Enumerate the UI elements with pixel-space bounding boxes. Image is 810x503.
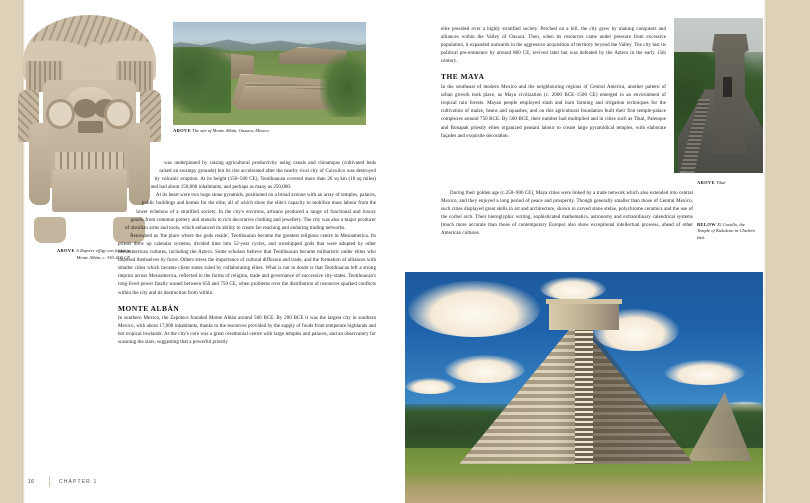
page-number: 16 <box>27 478 35 485</box>
urn-knob-a <box>72 49 85 62</box>
urn-skirt <box>52 169 127 212</box>
paragraph: At its heart were two huge stone pyramids, positioned on a broad avenue with an array of temples, palaces, public buildings and homes for the elite, all of which show the elite's capacity to mobilize mass labour from the lower echelons of a stratified society. In the city's environs, artisans produced a range of functional and luxury goods, from common pottery and utensils to rich decorative clothing and jewellery. The city was also a major producer of obsidian arms and tools, which enhanced its ability to create far-reaching and enduring trading networks. <box>125 193 376 231</box>
chichen-foreground-dirt <box>405 475 767 503</box>
urn-arm-left <box>29 123 51 205</box>
cloud <box>408 281 540 336</box>
urn-glyph-band <box>55 152 125 169</box>
el-castillo-summit-temple <box>549 302 619 330</box>
cloud <box>445 355 526 383</box>
el-castillo-staircase <box>575 321 593 464</box>
page-footer <box>22 476 97 487</box>
monte-alban-site-image <box>173 22 366 125</box>
paragraph: In southern Mexico, the Zapotecs founded Monte Albán around 500 BCE. By 200 BCE it was the largest city in southern Mexico, with about 17,000 inhabitants, thanks to the resources provided by the supply of foods from temperate highlands and hot tropical lowlands. At the city's core was a great ceremonial centre with large temples and palaces, and an observatory for scanning the stars, suggesting that a powerful priestly <box>118 316 376 346</box>
caption-label: ABOVE <box>697 180 716 185</box>
urn-foot-left <box>34 217 66 243</box>
chapter-label: CHAPTER 1 <box>59 478 98 485</box>
right-page <box>405 0 810 503</box>
caption-text: Tikal <box>716 180 726 185</box>
caption-label: ABOVE <box>173 128 192 133</box>
tikal-temple-image <box>674 18 765 173</box>
paragraph: During their golden age (c.250–900 CE), Maya cities were linked by a trade network which also extended into central Mexico, and they enjoyed a long period of peace and prosperity. Though generally smaller than those of Central Mexico, such cities displayed great skills in art and architecture, shown in carved stone stelae, polychrome ceramics and the use of the corbel arch. Their hieroglyphic writing, sophisticated mathematics, astronomy and extraordinary calendrical systems (much more accurate than those of contemporary Europe) also show exceptional intellectual prowess, ahead of other American cultures. <box>441 191 693 237</box>
paragraph: In the southeast of modern Mexico and the neighbouring regions of Central America, another pattern of urban growth took place, as Maya civilization (c. 2000 BCE–1500 CE) emerged in an environment of tropical rain forests. Mayan people employed slash and burn farming and irrigation techniques for the cultivation of maize, beans and squashes, and on this agricultural foundation built their first temple-palace complexes around 750 BCE. By 500 BCE, their number had multiplied and in cities such as Tikal, Palenque and Bonapak priestly elites organized peasant labour to create large pyramidical temples, with elaborate façades and exquisite decoration. <box>441 85 666 139</box>
left-page-body-text <box>118 160 376 348</box>
paragraph: elite presided over a highly stratified society. Perched on a hill, the city grew by making conquests and alliances within the Valley of Oaxaca. Then, when its resources came under pressure from excessive population, it expanded outwards in the aggressive acquisition of territory beyond the Valley. The city lost its political pre-eminence by around 800 CE, revived later but was defeated by the Aztecs in the early 15th century. <box>441 27 666 65</box>
monte-alban-trees-right <box>320 53 366 117</box>
urn-mouth <box>78 121 103 133</box>
heading-monte-alban: MONTE ALBÁN <box>118 303 180 313</box>
caption-monte-alban <box>173 128 373 135</box>
caption-text: A Zapotec effigy urn found in Monte Albán, c. 350–600 CE <box>76 248 130 260</box>
caption-text: The site of Monte Albán, Oaxaca, Mexico. <box>192 128 270 133</box>
caption-text: El Castillo, the Temple of Kukulcan in Chichén Itzá. <box>697 222 755 240</box>
footer-divider <box>49 476 50 487</box>
right-page-edge-bleed <box>767 0 810 503</box>
caption-chichen-itza <box>697 222 755 241</box>
tikal-doorway <box>723 77 732 97</box>
caption-label: BELOW <box>697 222 717 227</box>
paragraph: was underpinned by raising agricultural productivity using canals and chinampas (cultivated beds raised on swampy grounds) but its rise accelerated after the nearby rival city of Cuicuilco was destroyed by volcanic eruption. At its height (150–500 CE), Teotihuacan covered more than 26 sq km (10 sq miles) and had about 150,000 inhabitants, and perhaps as many as 250,000. <box>150 161 376 191</box>
heading-the-maya: THE MAYA <box>441 72 485 82</box>
caption-label: ABOVE <box>56 248 75 253</box>
chichen-itza-image <box>405 272 767 503</box>
monte-alban-trees-left <box>173 47 231 113</box>
cloud <box>665 360 746 385</box>
el-castillo-temple-roof <box>546 299 623 305</box>
right-page-body-text-top <box>441 26 666 141</box>
right-page-body-text-bottom <box>441 190 693 239</box>
caption-tikal <box>697 180 767 187</box>
cloud <box>540 277 606 300</box>
paragraph: Renowned as 'the place where the gods reside', Teotihuacan became the greatest religious centre in Mesoamerica. Its priests drew up calendar systems, divided time into 52-year cycles, and worshipped gods that were adopted by other Mesoamerican cultures, including the Aztecs. Some scholars believe that Teotihuacan became militaristic under elites who imposed themselves by force. Others stress the importance of cultural diffusion and trade, and the formation of alliances with smaller cities which became client states ruled by collaborating elites. What is not in doubt is that Teotihuacan left a strong imprint across Mesoamerica, reflected in the forms of religion, trade and governance of successive city-states. Teotihuacan's long-lived power finally waned between 650 and 750 CE, when problems over the distribution of resources sparked conflicts within the city and its destruction from within. <box>118 233 376 296</box>
